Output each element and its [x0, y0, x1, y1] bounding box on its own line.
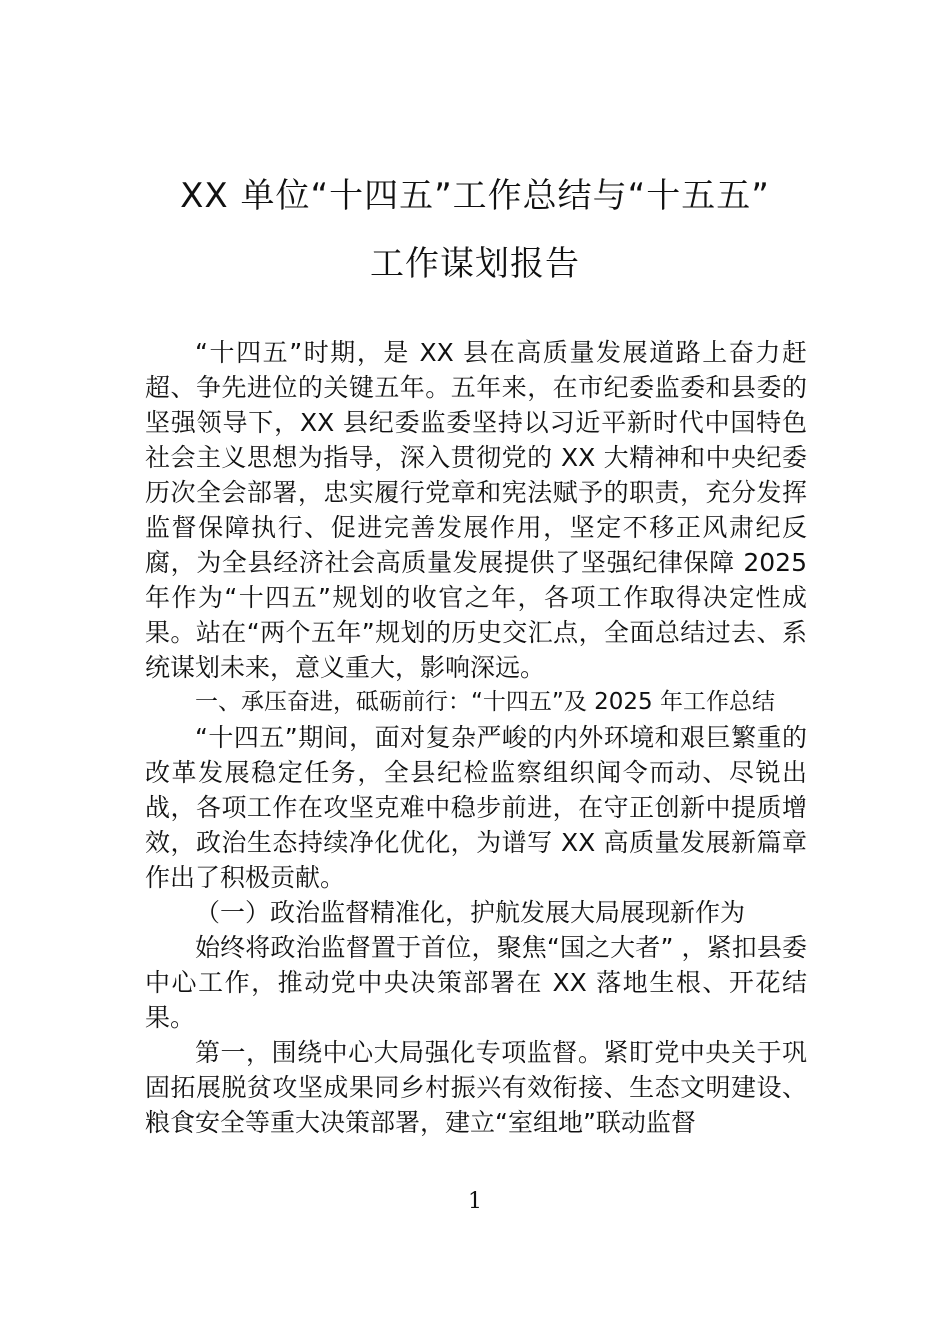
document-title-line-1: XX 单位“十四五”工作总结与“十五五” — [180, 176, 770, 216]
paragraph-section-1-overview: “十四五”期间，面对复杂严峻的内外环境和艰巨繁重的改革发展稳定任务，全县纪检监察组织闻令而动、尽锐出战，各项工作在攻坚克难中稳步前进，在守正创新中提质增效，政治生态持续净化优化，为谱写 XX 高质量发展新篇章作出了积极贡献。 — [145, 723, 807, 892]
paragraph-first-point: 第一，围绕中心大局强化专项监督。紧盯党中央关于巩固拓展脱贫攻坚成果同乡村振兴有效衔接、生态文明建设、粮食安全等重大决策部署，建立“室组地”联动监督 — [145, 1038, 807, 1137]
page-number: 1 — [468, 1189, 482, 1214]
subsection-heading-1: （一）政治监督精准化，护航发展大局展现新作为 — [195, 898, 746, 927]
document-title-line-2: 工作谋划报告 — [370, 244, 580, 284]
section-heading-1: 一、承压奋进，砥砺前行：“十四五”及 2025 年工作总结 — [195, 689, 775, 715]
document-body — [145, 335, 807, 1140]
paragraph-political-supervision: 始终将政治监督置于首位，聚焦“国之大者” ，紧扣县委中心工作，推动党中央决策部署在 XX 落地生根、开花结果。 — [145, 933, 807, 1032]
paragraph-intro: “十四五”时期，是 XX 县在高质量发展道路上奋力赶超、争先进位的关键五年。五年来，在市纪委监委和县委的坚强领导下，XX 县纪委监委坚持以习近平新时代中国特色社会主义思想为指导，深入贯彻党的 XX 大精神和中央纪委历次全会部署，忠实履行党章和宪法赋予的职责，充分发挥监督保障执行、促进完善发展作用，坚定不移正风肃纪反腐，为全县经济社会高质量发展提供了坚强纪律保障 2025 年作为“十四五”规划的收官之年，各项工作取得决定性成果。站在“两个五年”规划的历史交汇点，全面总结过去、系统谋划未来，意义重大，影响深远。 — [145, 338, 807, 682]
